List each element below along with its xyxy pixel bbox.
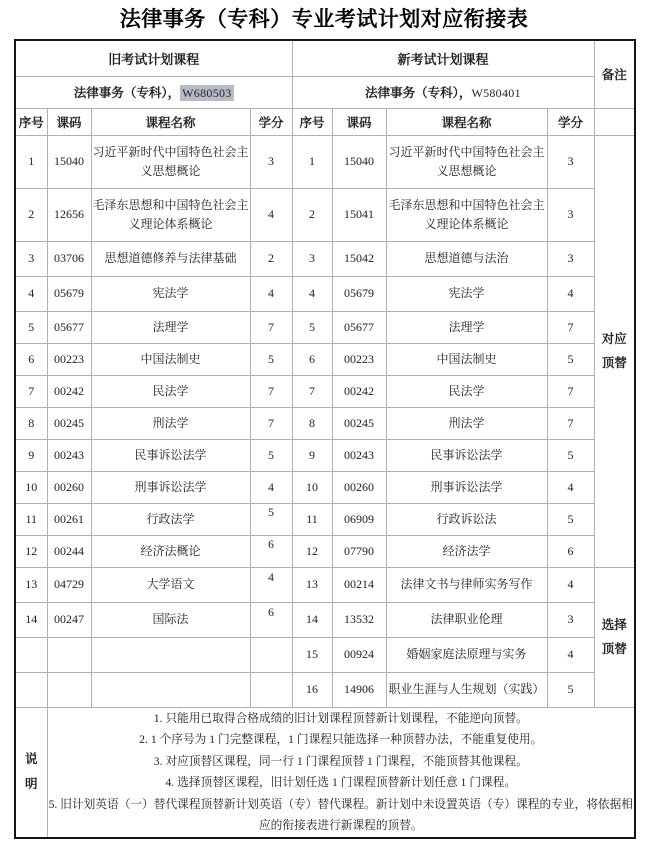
new-name: 毛泽东思想和中国特色社会主义理论体系概论	[386, 188, 547, 241]
old-code: 05677	[47, 311, 91, 343]
new-code: 00223	[332, 343, 386, 375]
old-major-cell	[15, 76, 292, 108]
page-title: 法律事务（专科）专业考试计划对应衔接表	[119, 8, 529, 31]
new-credit: 6	[547, 535, 594, 567]
old-seq: 10	[15, 471, 47, 503]
table-row	[15, 188, 635, 241]
old-seq: 2	[15, 188, 47, 241]
new-credit: 5	[547, 343, 594, 375]
old-credit-value: 5	[268, 504, 274, 519]
notes-label	[15, 707, 47, 838]
new-name: 法律文书与律师实务写作	[386, 567, 547, 602]
new-name: 法律职业伦理	[386, 602, 547, 637]
col-header-new-name: 课程名称	[386, 108, 547, 135]
col-header-old-code: 课码	[47, 108, 91, 135]
old-name: 大学语文	[91, 567, 250, 602]
old-seq	[15, 637, 47, 672]
old-code	[47, 672, 91, 707]
old-seq: 1	[15, 135, 47, 188]
new-seq: 9	[292, 439, 332, 471]
old-code: 03706	[47, 241, 91, 276]
new-credit: 5	[547, 439, 594, 471]
new-code: 00260	[332, 471, 386, 503]
table-row	[15, 503, 635, 535]
old-name: 刑事诉讼法学	[91, 471, 250, 503]
new-code: 05679	[332, 276, 386, 311]
old-credit: 5	[250, 343, 292, 375]
new-name: 婚姻家庭法原理与实务	[386, 637, 547, 672]
old-code: 00223	[47, 343, 91, 375]
old-code: 00242	[47, 375, 91, 407]
new-credit: 4	[547, 471, 594, 503]
header-old-plan: 旧考试计划课程	[15, 40, 292, 76]
table-row	[15, 407, 635, 439]
table-row	[15, 672, 635, 707]
col-header-new-seq: 序号	[292, 108, 332, 135]
old-credit: 4	[250, 471, 292, 503]
table-row	[15, 535, 635, 567]
old-credit	[250, 535, 292, 567]
new-seq: 10	[292, 471, 332, 503]
new-name: 民法学	[386, 375, 547, 407]
new-credit: 7	[547, 375, 594, 407]
table-row	[15, 567, 635, 602]
old-credit: 2	[250, 241, 292, 276]
old-name: 国际法	[91, 602, 250, 637]
new-credit: 5	[547, 503, 594, 535]
old-seq: 3	[15, 241, 47, 276]
old-name: 民事诉讼法学	[91, 439, 250, 471]
new-credit: 5	[547, 672, 594, 707]
old-seq: 9	[15, 439, 47, 471]
old-credit: 7	[250, 407, 292, 439]
old-code: 04729	[47, 567, 91, 602]
table-row	[15, 241, 635, 276]
col-header-old-name: 课程名称	[91, 108, 250, 135]
new-seq: 3	[292, 241, 332, 276]
old-name: 中国法制史	[91, 343, 250, 375]
new-code: 06909	[332, 503, 386, 535]
new-name: 职业生涯与人生规划（实践）	[386, 672, 547, 707]
old-credit: 7	[250, 311, 292, 343]
old-seq: 4	[15, 276, 47, 311]
col-header-new-credit: 学分	[547, 108, 594, 135]
col-header-new-code: 课码	[332, 108, 386, 135]
note-item: 1. 只能用已取得合格成绩的旧计划课程顶替新计划课程，不能逆向顶替。	[153, 711, 528, 725]
new-code: 15041	[332, 188, 386, 241]
old-credit	[250, 637, 292, 672]
new-name: 行政诉讼法	[386, 503, 547, 535]
new-credit: 4	[547, 276, 594, 311]
old-code: 00245	[47, 407, 91, 439]
table-row	[15, 276, 635, 311]
new-code: 00245	[332, 407, 386, 439]
remark-optional-l1: 选择	[601, 618, 627, 632]
new-credit: 3	[547, 135, 594, 188]
new-credit: 3	[547, 241, 594, 276]
old-code: 05679	[47, 276, 91, 311]
col-header-remark-spacer	[594, 108, 635, 135]
table-row	[15, 471, 635, 503]
old-credit: 7	[250, 375, 292, 407]
new-code: 00242	[332, 375, 386, 407]
remark-corresponding-l2: 顶替	[601, 356, 627, 370]
old-code: 00247	[47, 602, 91, 637]
new-credit: 4	[547, 567, 594, 602]
remark-optional	[594, 567, 635, 707]
table-row	[15, 375, 635, 407]
new-code: 00924	[332, 637, 386, 672]
new-seq: 1	[292, 135, 332, 188]
group-header-row	[15, 40, 635, 76]
old-name: 民法学	[91, 375, 250, 407]
old-seq: 7	[15, 375, 47, 407]
new-code: 15040	[332, 135, 386, 188]
new-code: 14906	[332, 672, 386, 707]
remark-corresponding	[594, 135, 635, 567]
old-code: 00260	[47, 471, 91, 503]
table-body	[15, 40, 635, 838]
old-code: 12656	[47, 188, 91, 241]
new-seq: 7	[292, 375, 332, 407]
old-credit	[250, 672, 292, 707]
new-seq: 2	[292, 188, 332, 241]
new-seq: 14	[292, 602, 332, 637]
col-header-old-credit: 学分	[250, 108, 292, 135]
new-seq: 15	[292, 637, 332, 672]
old-code: 00261	[47, 503, 91, 535]
new-seq: 8	[292, 407, 332, 439]
old-name: 行政法学	[91, 503, 250, 535]
new-name: 法理学	[386, 311, 547, 343]
new-major-label: 法律事务（专科），	[365, 86, 472, 100]
new-name: 宪法学	[386, 276, 547, 311]
note-item: 5. 旧计划英语（一）替代课程顶替新计划英语（专）替代课程。新计划中未设置英语（专）课程的专业，将依据相应的衔接表进行新课程的顶替。	[48, 797, 633, 832]
old-code: 15040	[47, 135, 91, 188]
new-name: 刑法学	[386, 407, 547, 439]
new-seq: 13	[292, 567, 332, 602]
old-credit-value: 4	[268, 570, 274, 584]
new-seq: 16	[292, 672, 332, 707]
column-header-row	[15, 108, 635, 135]
note-item: 4. 选择顶替区课程，旧计划任选 1 门课程顶替新计划任意 1 门课程。	[165, 776, 517, 789]
old-credit	[250, 503, 292, 535]
old-credit-value: 6	[268, 536, 274, 551]
new-name: 民事诉讼法学	[386, 439, 547, 471]
old-seq: 14	[15, 602, 47, 637]
remark-optional-l2: 顶替	[601, 642, 627, 656]
old-credit: 3	[250, 135, 292, 188]
new-code: 07790	[332, 535, 386, 567]
new-name: 思想道德与法治	[386, 241, 547, 276]
old-name: 刑法学	[91, 407, 250, 439]
new-code: 05677	[332, 311, 386, 343]
new-seq: 12	[292, 535, 332, 567]
old-seq: 11	[15, 503, 47, 535]
old-credit	[250, 602, 292, 637]
old-code: 00244	[47, 535, 91, 567]
new-name: 经济法学	[386, 535, 547, 567]
notes-label-l1: 说	[24, 752, 38, 766]
new-seq: 5	[292, 311, 332, 343]
table-row	[15, 343, 635, 375]
old-credit-value: 6	[268, 605, 274, 619]
new-code: 15042	[332, 241, 386, 276]
old-code	[47, 637, 91, 672]
old-seq: 5	[15, 311, 47, 343]
old-seq: 12	[15, 535, 47, 567]
old-major-code[interactable]: W680503	[182, 86, 232, 100]
new-major-cell	[292, 76, 594, 108]
new-code: 13532	[332, 602, 386, 637]
header-remark: 备注	[594, 40, 635, 108]
table-row	[15, 602, 635, 637]
old-credit: 5	[250, 439, 292, 471]
col-header-old-seq: 序号	[15, 108, 47, 135]
header-new-plan: 新考试计划课程	[292, 40, 594, 76]
note-item: 2. 1 个序号为 1 门完整课程，1 门课程只能选择一种顶替办法，不能重复使用。	[139, 733, 543, 746]
old-major-label: 法律事务（专科），	[73, 86, 181, 100]
new-name: 刑事诉讼法学	[386, 471, 547, 503]
notes-content	[47, 707, 635, 838]
old-name: 法理学	[91, 311, 250, 343]
notes-row	[15, 707, 635, 838]
old-name: 宪法学	[91, 276, 250, 311]
major-code-row	[15, 76, 635, 108]
new-code: 00243	[332, 439, 386, 471]
course-mapping-table	[14, 39, 636, 839]
new-seq: 6	[292, 343, 332, 375]
table-row	[15, 311, 635, 343]
old-credit: 4	[250, 276, 292, 311]
new-code: 00214	[332, 567, 386, 602]
old-credit	[250, 567, 292, 602]
table-row	[15, 439, 635, 471]
new-major-code: W580401	[471, 86, 521, 100]
old-seq: 8	[15, 407, 47, 439]
old-name	[91, 637, 250, 672]
new-name: 习近平新时代中国特色社会主义思想概论	[386, 135, 547, 188]
new-credit: 7	[547, 407, 594, 439]
old-name: 经济法概论	[91, 535, 250, 567]
old-code: 00243	[47, 439, 91, 471]
new-credit: 7	[547, 311, 594, 343]
notes-label-l2: 明	[24, 777, 38, 791]
old-name: 思想道德修养与法律基础	[91, 241, 250, 276]
table-row	[15, 135, 635, 188]
old-seq	[15, 672, 47, 707]
old-seq: 6	[15, 343, 47, 375]
new-credit: 3	[547, 602, 594, 637]
old-name	[91, 672, 250, 707]
new-credit: 4	[547, 637, 594, 672]
old-name: 习近平新时代中国特色社会主义思想概论	[91, 135, 250, 188]
new-seq: 11	[292, 503, 332, 535]
table-row	[15, 637, 635, 672]
old-name: 毛泽东思想和中国特色社会主义理论体系概论	[91, 188, 250, 241]
old-credit: 4	[250, 188, 292, 241]
note-item: 3. 对应顶替区课程，同一行 1 门课程顶替 1 门课程，不能顶替其他课程。	[153, 754, 528, 768]
new-seq: 4	[292, 276, 332, 311]
new-credit: 3	[547, 188, 594, 241]
new-name: 中国法制史	[386, 343, 547, 375]
remark-corresponding-l1: 对应	[601, 332, 627, 346]
old-seq: 13	[15, 567, 47, 602]
